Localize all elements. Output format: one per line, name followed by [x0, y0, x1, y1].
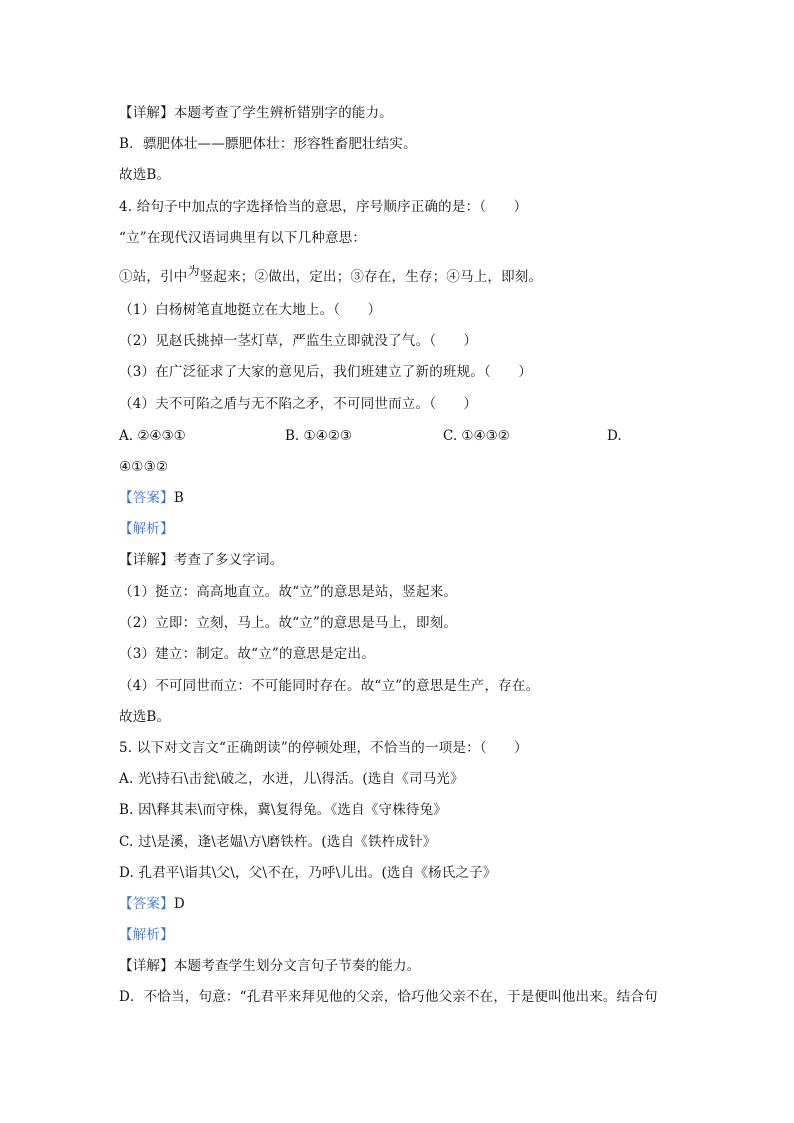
q4-intro: “立”在现代汉语词典里有以下几种意思： — [119, 230, 367, 246]
q4-analysis-tag: 【解析】 — [119, 521, 174, 537]
detail-text: 考查了多义字词。 — [173, 552, 284, 568]
detail-line-1 — [119, 104, 393, 122]
detail-tag: 【详解】 — [119, 958, 174, 974]
q4-option-d: D. — [607, 428, 622, 444]
answer-tag: 【答案】 — [119, 490, 174, 506]
q4-stem: 4. 给句子中加点的字选择恰当的意思，序号顺序正确的是：（ ） — [119, 199, 528, 215]
answer-value: B — [173, 490, 184, 506]
detail-tag: 【详解】 — [119, 105, 174, 121]
q4-answer — [119, 489, 184, 507]
q4-choose: 故选B。 — [119, 709, 171, 725]
q5-option-d: D. 孔君平\诣其\父\，父\不在，乃呼\儿出。(选自《杨氏之子》 — [119, 865, 497, 881]
choose-line-1: 故选B。 — [119, 167, 171, 183]
explain-b-line: B．骠肥体壮——膘肥体壮：形容牲畜肥壮结实。 — [119, 136, 417, 152]
q5-detail — [119, 957, 420, 975]
q4-sentence-2: （2）见赵氏挑掉一茎灯草，严监生立即就没了气。（ ） — [119, 333, 478, 349]
q4-explain-2: （2）立即：立刻，马上。故“立”的意思是马上，即刻。 — [119, 615, 458, 631]
q4-sentence-4: （4）夫不可陷之盾与无不陷之矛，不可同世而立。（ ） — [119, 396, 478, 412]
q4-meanings — [119, 264, 543, 286]
q4-sentence-3: （3）在广泛征求了大家的意见后，我们班建立了新的班规。（ ） — [119, 364, 533, 380]
detail-text: 本题考查学生划分文言句子节奏的能力。 — [173, 958, 421, 974]
q5-stem: 5. 以下对文言文“正确朗读”的停顿处理，不恰当的一项是：（ ） — [119, 740, 528, 756]
q5-option-b: B. 因\释其耒\而守株，冀\复得兔。《选自《守株待兔》 — [119, 802, 447, 818]
q4-option-b: B. ①④②③ — [285, 428, 352, 444]
q5-explain: D．不恰当，句意：“孔君平来拜见他的父亲，恰巧他父亲不在，于是便叫他出来。结合句 — [119, 989, 658, 1005]
q5-option-a: A. 光\持石\击瓮\破之，水迸，儿\得活。(选自《司马光》 — [119, 771, 464, 787]
q4-option-d-cont: ④①③② — [119, 459, 169, 475]
q5-option-c: C. 过\是溪，逢\老媪\方\磨铁杵。(选自《铁杵成针》 — [119, 834, 437, 850]
q4-option-c: C. ①④③② — [443, 428, 510, 444]
q4-sentence-1: （1）白杨树笔直地挺立在大地上。（ ） — [119, 302, 382, 318]
meanings-sup: 为 — [187, 264, 200, 278]
q4-option-a: A. ②④③① — [119, 428, 186, 444]
q4-explain-3: （3）建立：制定。故“立”的意思是定出。 — [119, 646, 375, 662]
meanings-pre: ①站，引中 — [119, 269, 188, 285]
detail-tag: 【详解】 — [119, 552, 174, 568]
answer-tag: 【答案】 — [119, 896, 174, 912]
q4-explain-1: （1）挺立：高高地直立。故“立”的意思是站，竖起来。 — [119, 584, 458, 600]
q4-explain-4: （4）不可同世而立：不可能同时存在。故“立”的意思是生产，存在。 — [119, 678, 540, 694]
q5-analysis-tag: 【解析】 — [119, 927, 174, 943]
answer-value: D — [173, 896, 185, 912]
q5-answer — [119, 895, 185, 913]
meanings-post: 竖起来；②做出，定出；③存在，生存；④马上，即刻。 — [199, 269, 543, 285]
detail-text: 本题考查了学生辨析错别字的能力。 — [173, 105, 394, 121]
q4-detail — [119, 551, 283, 569]
